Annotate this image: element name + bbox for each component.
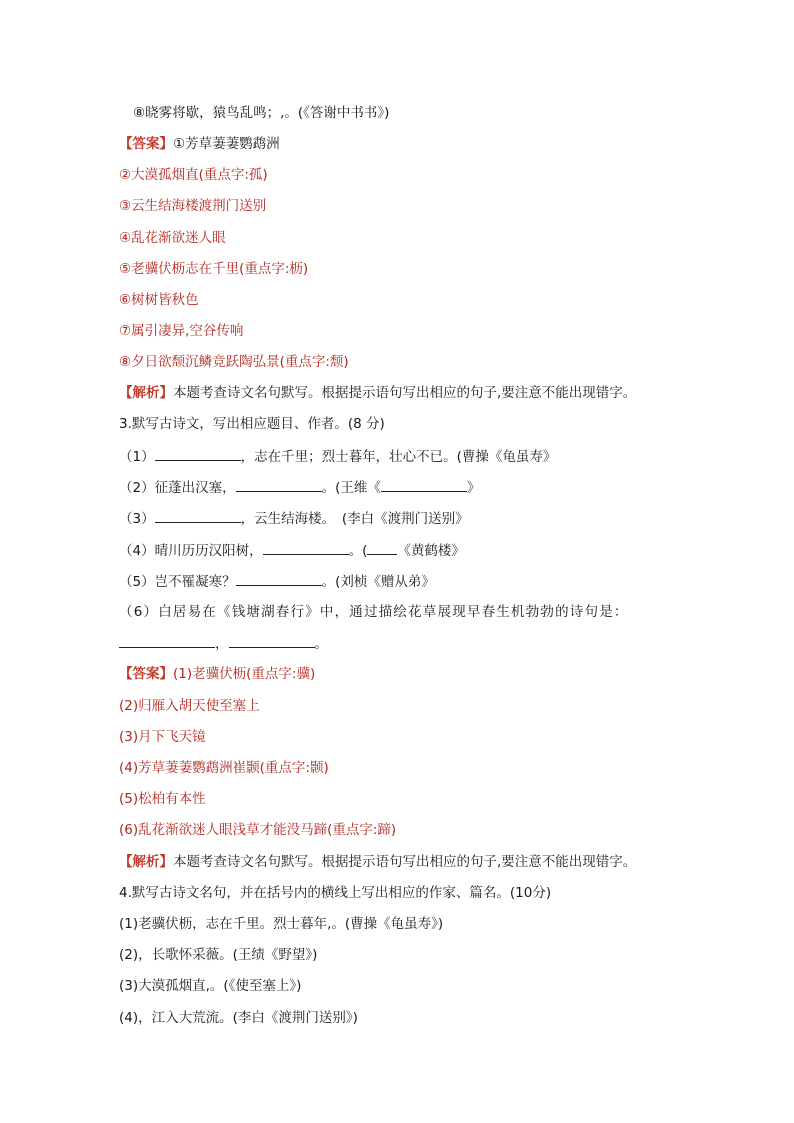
q3-l2-text: （2）征蓬出汉塞，: [119, 480, 236, 496]
q3-analysis-text: 本题考查诗文名句默写。根据提示语句写出相应的句子,要注意不能出现错字。: [173, 854, 637, 870]
q3-answer-item-1: (1)老骥伏枥(重点字:骥): [173, 666, 316, 682]
q2-answer-item-6: ⑥树树皆秋色: [119, 292, 199, 308]
q3-answer-item-3: (3)月下飞天镜: [119, 729, 206, 745]
answer-blank[interactable]: [263, 541, 349, 555]
q3-line-7: [119, 634, 328, 653]
q3-l4-title: 《黄鹤楼》: [397, 543, 465, 559]
q2-answer-item-4: ④乱花渐欲迷人眼: [119, 230, 226, 246]
q3-l5-source: 。(刘桢《赠从弟》: [321, 574, 435, 590]
analysis-tag: 【解析】: [119, 385, 173, 401]
q4-item-3: (3)大漠孤烟直,。(《使至塞上》): [119, 978, 302, 994]
q2-answer-item-3: ③云生结海楼渡荆门送别: [119, 198, 267, 214]
q3-line-2: [119, 478, 480, 497]
analysis-tag: 【解析】: [119, 854, 173, 870]
q2-answer-item-5: ⑤老骥伏枥志在千里(重点字:枥): [119, 261, 309, 277]
q2-answer-item-1: ①芳草萋萋鹦鹉洲: [173, 136, 280, 152]
q4-item-2: (2)，长歌怀采薇。(王绩《野望》): [119, 947, 318, 963]
answer-blank[interactable]: [381, 478, 467, 492]
q3-answer-item-2: (2)归雁入胡天使至塞上: [119, 698, 260, 714]
q4-item-4: (4)，江入大荒流。(李白《渡荆门送别》): [119, 1010, 358, 1026]
q3-l3-number: （3）: [119, 511, 155, 527]
q4-title: 4.默写古诗文名句，并在括号内的横线上写出相应的作家、篇名。(10分): [119, 885, 552, 901]
q3-line-4: [119, 541, 465, 560]
q3-l5-text: （5）岂不罹凝寒？: [119, 574, 236, 590]
q2-answer-first: [119, 135, 280, 153]
q3-l2-source: 。(王维《: [321, 480, 381, 496]
q3-line-6: （6）白居易在《钱塘湖春行》中，通过描绘花草展现早春生机勃勃的诗句是：: [119, 604, 629, 620]
q3-title: 3.默写古诗文，写出相应题目、作者。(8 分): [119, 416, 385, 432]
q3-line-1: [119, 447, 556, 466]
q3-analysis: [119, 853, 636, 871]
q4-item-1: (1)老骥伏枥，志在千里。烈士暮年,。(曹操《龟虽寿》): [119, 916, 444, 932]
q2-answer-item-2: ②大漠孤烟直(重点字:孤): [119, 167, 268, 183]
q2-answer-item-7: ⑦属引凄异,空谷传响: [119, 323, 244, 339]
answer-blank[interactable]: [236, 478, 322, 492]
answer-tag: 【答案】: [119, 136, 173, 152]
q2-analysis-text: 本题考查诗文名句默写。根据提示语句写出相应的句子,要注意不能出现错字。: [173, 385, 637, 401]
answer-blank[interactable]: [119, 634, 215, 648]
q2-line-8: ⑧晓雾将歇，猿鸟乱鸣；,。(《答谢中书书》): [133, 105, 390, 121]
q3-l7-comma: ，: [215, 636, 229, 652]
q3-l1-number: （1）: [119, 449, 155, 465]
q3-answer-first: [119, 665, 315, 683]
q3-answer-item-4: (4)芳草萋萋鹦鹉洲崔颢(重点字:颢): [119, 760, 329, 776]
q3-l7-period: 。: [314, 636, 328, 652]
q3-l1-text: ，志在千里；烈士暮年，壮心不已。(曹操《龟虽寿》: [240, 449, 557, 465]
q2-answer-item-8: ⑧夕日欲颓沉鳞竞跃陶弘景(重点字:颓): [119, 354, 349, 370]
answer-blank[interactable]: [155, 447, 241, 461]
q3-l3-text: ，云生结海楼。 (李白《渡荆门送别》: [240, 511, 469, 527]
q3-answer-item-5: (5)松柏有本性: [119, 791, 206, 807]
answer-blank[interactable]: [236, 572, 322, 586]
q3-line-5: [119, 572, 435, 591]
q3-line-3: [119, 509, 469, 528]
q3-l4-source: 。(: [348, 543, 368, 559]
q3-answer-item-6: (6)乱花渐欲迷人眼浅草才能没马蹄(重点字:蹄): [119, 822, 397, 838]
answer-blank[interactable]: [155, 509, 241, 523]
q2-analysis: [119, 384, 636, 402]
answer-blank[interactable]: [367, 541, 397, 555]
q3-l2-close: 》: [466, 480, 481, 496]
q3-l4-text: （4）晴川历历汉阳树，: [119, 543, 263, 559]
answer-tag: 【答案】: [119, 666, 173, 682]
answer-blank[interactable]: [229, 634, 315, 648]
